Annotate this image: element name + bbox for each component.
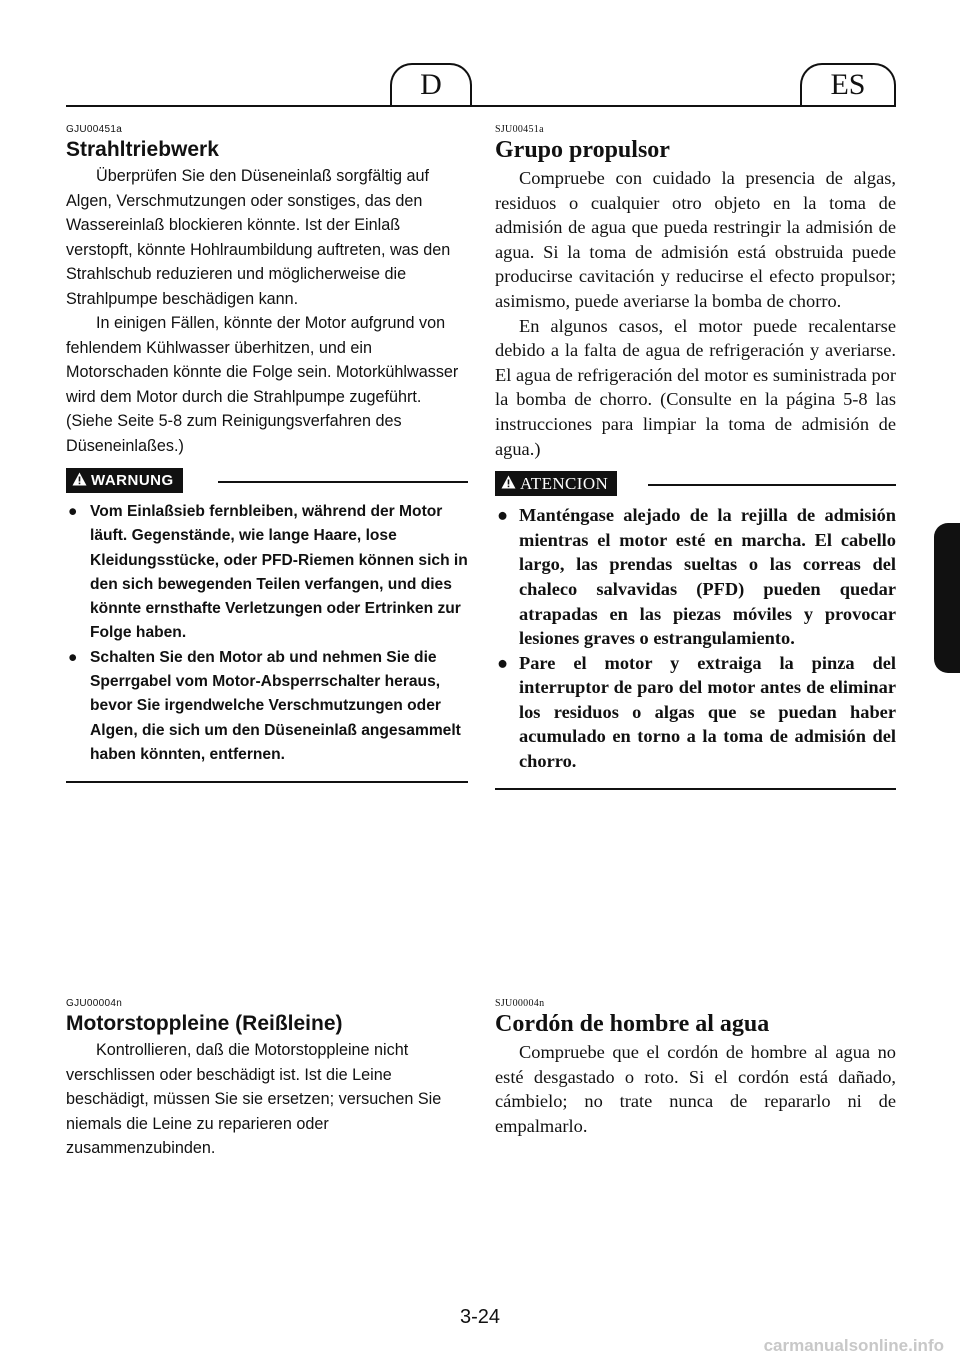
es-warning-end-rule (495, 788, 896, 790)
es-paragraph: Compruebe con cuidado la presencia de algas, residuos o cualquier otro objeto en la toma de admisión de agua que pueda restringir la admisión de agua. Si la toma de admisión está obstruida puede producirse cavitación y reducirse el efecto propulsor; asimismo, puede averiarse la bomba de chorro. (495, 168, 896, 311)
de-section-code: GJU00004n (66, 998, 123, 1009)
es-section-title: Grupo propulsor (495, 137, 670, 163)
de-section-title: Strahltriebwerk (66, 138, 219, 161)
chapter-side-tab (934, 523, 960, 673)
es-warning-label: ATENCION (520, 473, 609, 493)
warning-triangle-icon (72, 472, 87, 490)
de-warning-end-rule (66, 781, 468, 783)
bullet-dot-icon: ● (68, 503, 78, 520)
bullet-dot-icon: ● (68, 648, 78, 666)
de-warning-list (66, 500, 468, 767)
header-rule (66, 105, 896, 107)
warning-triangle-icon (501, 474, 516, 494)
de-warning-header (66, 468, 468, 494)
de-warning-label: WARNUNG (91, 472, 174, 489)
de-paragraph: Überprüfen Sie den Düseneinlaß sorgfältig auf Algen, Verschmutzungen oder sonstiges, das den Wassereinlaß blockieren könnte. Ist der Einlaß verstopft, könnte Hohlraumbildung auftreten, was den Strahlschub reduzieren und möglicherweise die Strahlpumpe beschädigen kann. (66, 167, 451, 308)
bullet-dot-icon: ● (497, 505, 509, 526)
es-section-code: SJU00451a (495, 124, 544, 135)
de-section-title: Motorstoppleine (Reißleine) (66, 1012, 343, 1035)
es-section-title: Cordón de hombre al agua (495, 1011, 770, 1037)
list-item: ● Schalten Sie den Motor ab und nehmen Sie die Sperrgabel vom Motor-Absperrschalter heraus, bevor Sie irgendwelche Verschmutzungen oder Algen, die sich um den Düseneinlaß angesammelt haben könnten, entfernen. (66, 646, 468, 767)
es-paragraph: En algunos casos, el motor puede recalentarse debido a la falta de agua de refrigeración y averiarse. El agua de refrigeración del motor es suministrada por la bomba de chorro. (Consulte en la página 5-8 las instrucciones para limpiar la toma de admisión de agua.) (495, 315, 896, 459)
bullet-dot-icon: ● (497, 652, 509, 673)
de-section-engine-shutoff-cord (66, 998, 468, 1161)
list-item: ● Manténgase alejado de la rejilla de admisión mientras el motor esté en marcha. El cabello largo, las prendas sueltas o las correas del chaleco salvavidas (PFD) pueden quedar atrapadas en las piezas móviles y provocar lesiones graves o estrangulamiento. (497, 505, 896, 649)
page-number: 3-24 (459, 1306, 501, 1328)
es-warning-rule (648, 484, 896, 486)
de-section-jet-drive (66, 124, 468, 783)
de-section-code: GJU00451a (66, 124, 123, 135)
de-warning-badge (66, 468, 183, 493)
de-warning-rule (218, 481, 468, 483)
es-section-jet-drive (495, 124, 896, 790)
es-section-engine-shutoff-cord (495, 998, 896, 1138)
es-warning-badge (495, 471, 617, 496)
es-paragraph: Compruebe que el cordón de hombre al agua no esté desgastado o roto. Si el cordón está dañado, cámbielo; no trate nunca de repararlo ni de empalmarlo. (495, 1042, 896, 1136)
language-tab-es: ES (800, 63, 896, 105)
site-watermark: carmanualsonline.info (763, 1336, 944, 1355)
de-paragraph: Kontrollieren, daß die Motorstoppleine nicht verschlissen oder beschädigt ist. Ist die Leine beschädigt, müssen Sie sie ersetzen; versuchen Sie niemals die Leine zu reparieren oder zusammenzubinden. (66, 1041, 442, 1157)
language-tab-de: D (390, 63, 472, 105)
es-section-code: SJU00004n (495, 998, 545, 1009)
es-warning-list (495, 503, 896, 774)
list-item: ● Pare el motor y extraiga la pinza del interruptor de paro del motor antes de eliminar los residuos o algas que se puedan haber acumulado en torno a la toma de admisión del chorro. (497, 652, 896, 772)
es-warning-header (495, 471, 896, 497)
de-paragraph: In einigen Fällen, könnte der Motor aufgrund von fehlendem Kühlwasser überhitzen, und ein Motorschaden könnte die Folge sein. Motorkühlwasser wird dem Motor durch die Strahlpumpe zugeführt. (Siehe Seite 5-8 zum Reinigungsverfahren des Düseneinlaßes.) (66, 314, 459, 455)
list-item: ● Vom Einlaßsieb fernbleiben, während der Motor läuft. Gegenstände, wie lange Haare, lose Kleidungsstücke, oder PFD-Riemen können sich in den sich bewegenden Teilen verfangen, und dies könnte ernsthafte Verletzungen oder Ertrinken zur Folge haben. (66, 500, 468, 646)
